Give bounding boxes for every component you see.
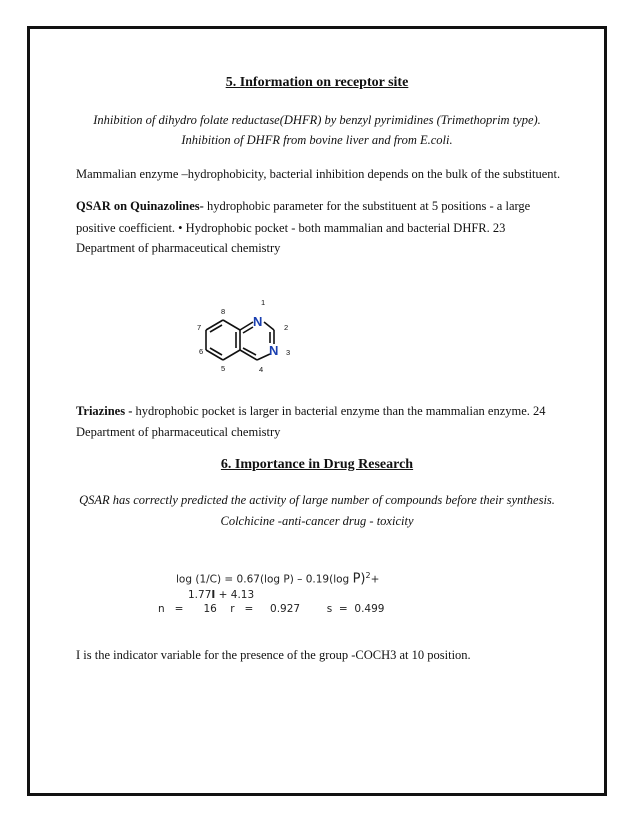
section-5-paragraph-3-line-2: Department of pharmaceutical chemistry <box>76 425 281 439</box>
quinazolines-text: hydrophobic parameter for the substituent at 5 positions - a large <box>203 199 531 213</box>
formula-line-1-plus: + <box>370 573 380 586</box>
formula-line-3-statistics: n = 16 r = 0.927 s = 0.499 <box>158 603 385 615</box>
formula-line-2 <box>188 589 254 601</box>
formula-line-2-variable: I <box>211 589 216 601</box>
formula-line-1-exponent: 2 <box>365 571 371 580</box>
triazines-label: Triazines - <box>76 404 133 418</box>
section-5-paragraph-1: Mammalian enzyme –hydrophobicity, bacterial inhibition depends on the bulk of the substituent. <box>76 167 561 181</box>
formula-line-1-lhs: log (1/C) = 0.67(log P) – 0.19(log <box>176 573 350 586</box>
formula-line-1-p: P) <box>352 571 366 587</box>
section-6-heading: 6. Importance in Drug Research <box>220 457 414 472</box>
position-7: 7 <box>197 323 202 332</box>
section-6-paragraph: I is the indicator variable for the presence of the group -COCH3 at 10 position. <box>76 648 471 662</box>
section-5-heading: 5. Information on receptor site <box>225 75 409 90</box>
position-1: 1 <box>261 298 266 307</box>
position-3: 3 <box>286 348 291 357</box>
section-5-italic-line-1: Inhibition of dihydro folate reductase(DHFR) by benzyl pyrimidines (Trimethoprim type). <box>93 113 541 127</box>
section-5-paragraph-2-line-2: positive coefficient. • Hydrophobic pocket - both mammalian and bacterial DHFR. 23 <box>76 221 506 235</box>
section-5-paragraph-3-line-1 <box>76 402 596 420</box>
quinazoline-structure <box>190 292 310 382</box>
formula-line-2-coef: 1.77 <box>188 589 212 601</box>
triazines-text: hydrophobic pocket is larger in bacterial enzyme than the mammalian enzyme. 24 <box>132 404 546 418</box>
nitrogen-3: N <box>269 343 279 358</box>
section-6-italic-line-2: Colchicine -anti-cancer drug - toxicity <box>220 514 414 528</box>
section-5-paragraph-2-line-3: Department of pharmaceutical chemistry <box>76 241 281 255</box>
position-6: 6 <box>199 347 204 356</box>
section-5-paragraph-2-line-1 <box>76 197 596 215</box>
formula-line-2-const: + 4.13 <box>215 589 255 601</box>
position-2: 2 <box>284 323 289 332</box>
position-8: 8 <box>221 307 226 316</box>
position-5: 5 <box>221 364 226 373</box>
formula-line-1 <box>176 571 379 587</box>
section-5-italic-line-2: Inhibition of DHFR from bovine liver and from E.coli. <box>181 133 453 147</box>
section-6-italic-line-1: QSAR has correctly predicted the activity of large number of compounds before their synthesis. <box>79 493 555 507</box>
nitrogen-1: N <box>253 314 263 329</box>
position-4: 4 <box>259 365 264 374</box>
quinazolines-label: QSAR on Quinazolines- <box>76 199 204 213</box>
